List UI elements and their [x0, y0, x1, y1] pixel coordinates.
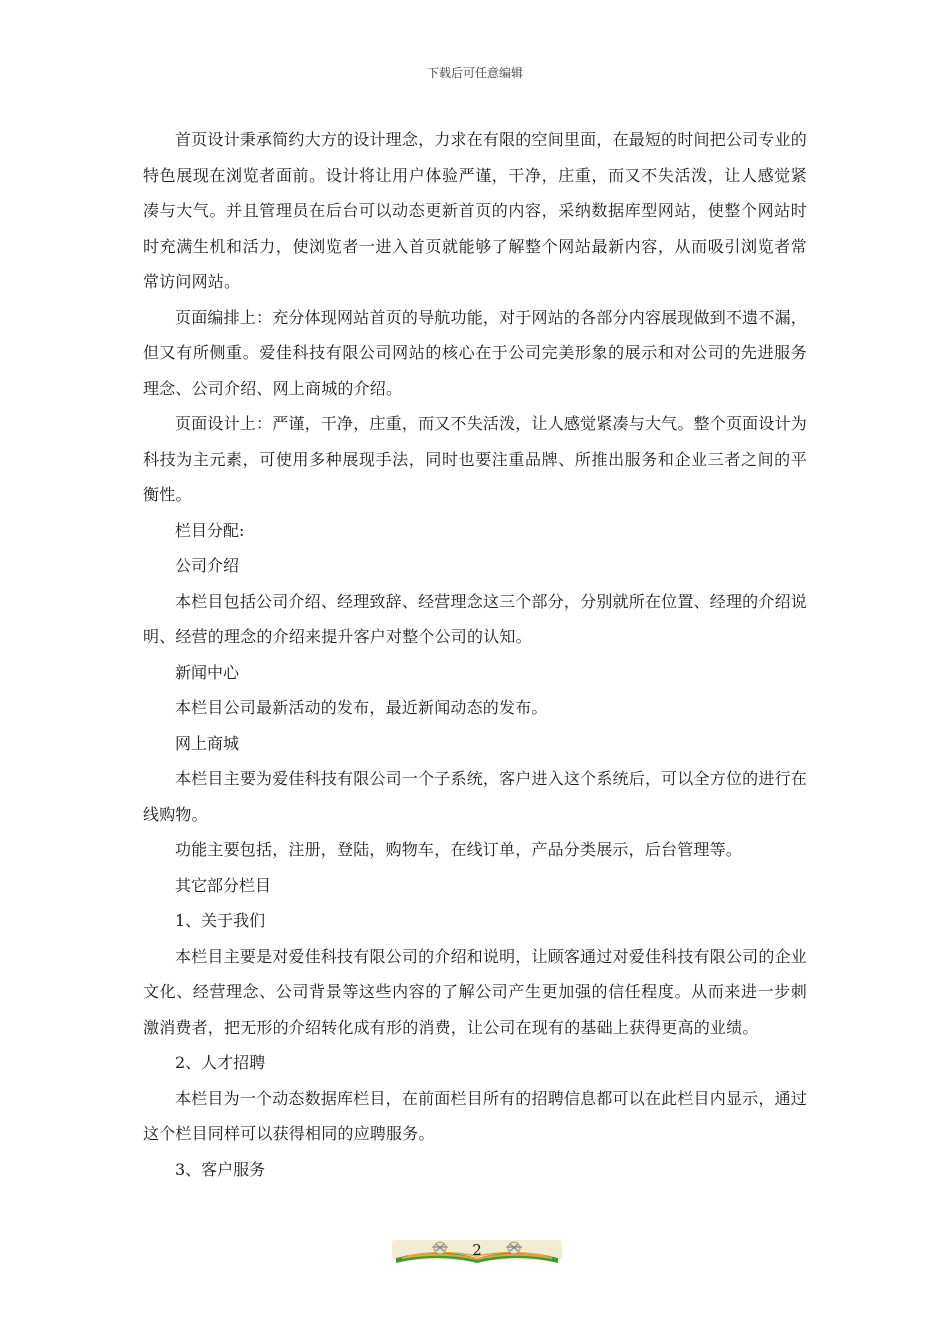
heading-online-mall: 网上商城	[175, 733, 240, 753]
paragraph-mall-features: 功能主要包括，注册，登陆，购物车，在线订单，产品分类展示，后台管理等。	[175, 840, 743, 859]
heading-about-us: 1、关于我们	[175, 911, 266, 930]
paragraph-company-intro: 本栏目包括公司介绍、经理致辞、经营理念这三个部分，分别就所在位置、经理的介绍说明、经营的理念的介绍来提升客户对整个公司的认知。	[143, 591, 807, 646]
paragraph-online-mall: 本栏目主要为爱佳科技有限公司一个子系统，客户进入这个系统后，可以全方位的进行在线购物。	[143, 769, 807, 824]
heading-column-allocation: 栏目分配:	[175, 520, 245, 540]
heading-other-columns: 其它部分栏目	[175, 875, 272, 895]
paragraph-recruitment: 本栏目为一个动态数据库栏目，在前面栏目所有的招聘信息都可以在此栏目内显示，通过这个栏目同样可以获得相同的应聘服务。	[143, 1088, 807, 1143]
paragraph-page-layout: 页面编排上：充分体现网站首页的导航功能，对于网站的各部分内容展现做到不遗不漏，但又有所侧重。爱佳科技有限公司网站的核心在于公司完美形象的展示和对公司的先进服务理念、公司介绍、网上商城的介绍。	[143, 307, 807, 398]
page-header: 下载后可任意编辑	[426, 66, 523, 80]
paragraph-about-us: 本栏目主要是对爱佳科技有限公司的介绍和说明，让顾客通过对爱佳科技有限公司的企业文化、经营理念、公司背景等这些内容的了解公司产生更加强的信任程度。从而来进一步刺激消费者，把无形的介绍转化成有形的消费，让公司在现有的基础上获得更高的业绩。	[143, 946, 807, 1037]
paragraph-page-design: 页面设计上：严谨，干净，庄重，而又不失活泼，让人感觉紧凑与大气。整个页面设计为科技为主元素，可使用多种展现手法，同时也要注重品牌、所推出服务和企业三者之间的平衡性。	[143, 414, 807, 504]
page-number-badge	[392, 1238, 562, 1266]
heading-company-intro: 公司介绍	[175, 556, 240, 575]
heading-customer-service: 3、客户服务	[175, 1159, 266, 1179]
paragraph-news-center: 本栏目公司最新活动的发布，最近新闻动态的发布。	[175, 698, 548, 717]
page-number: 2	[472, 1241, 482, 1259]
paragraph-homepage-design: 首页设计秉承简约大方的设计理念，力求在有限的空间里面，在最短的时间把公司专业的特色展现在浏览者面前。设计将让用户体验严谨，干净，庄重，而又不失活泼，让人感觉紧凑与大气。并且管理员在后台可以动态更新首页的内容，采纳数据库型网站，使整个网站时时充满生机和活力，使浏览者一进入首页就能够了解整个网站最新内容，从而吸引浏览者常常访问网站。	[143, 130, 807, 291]
document-body	[143, 122, 807, 1187]
heading-recruitment: 2、人才招聘	[175, 1053, 266, 1072]
heading-news-center: 新闻中心	[175, 662, 240, 682]
